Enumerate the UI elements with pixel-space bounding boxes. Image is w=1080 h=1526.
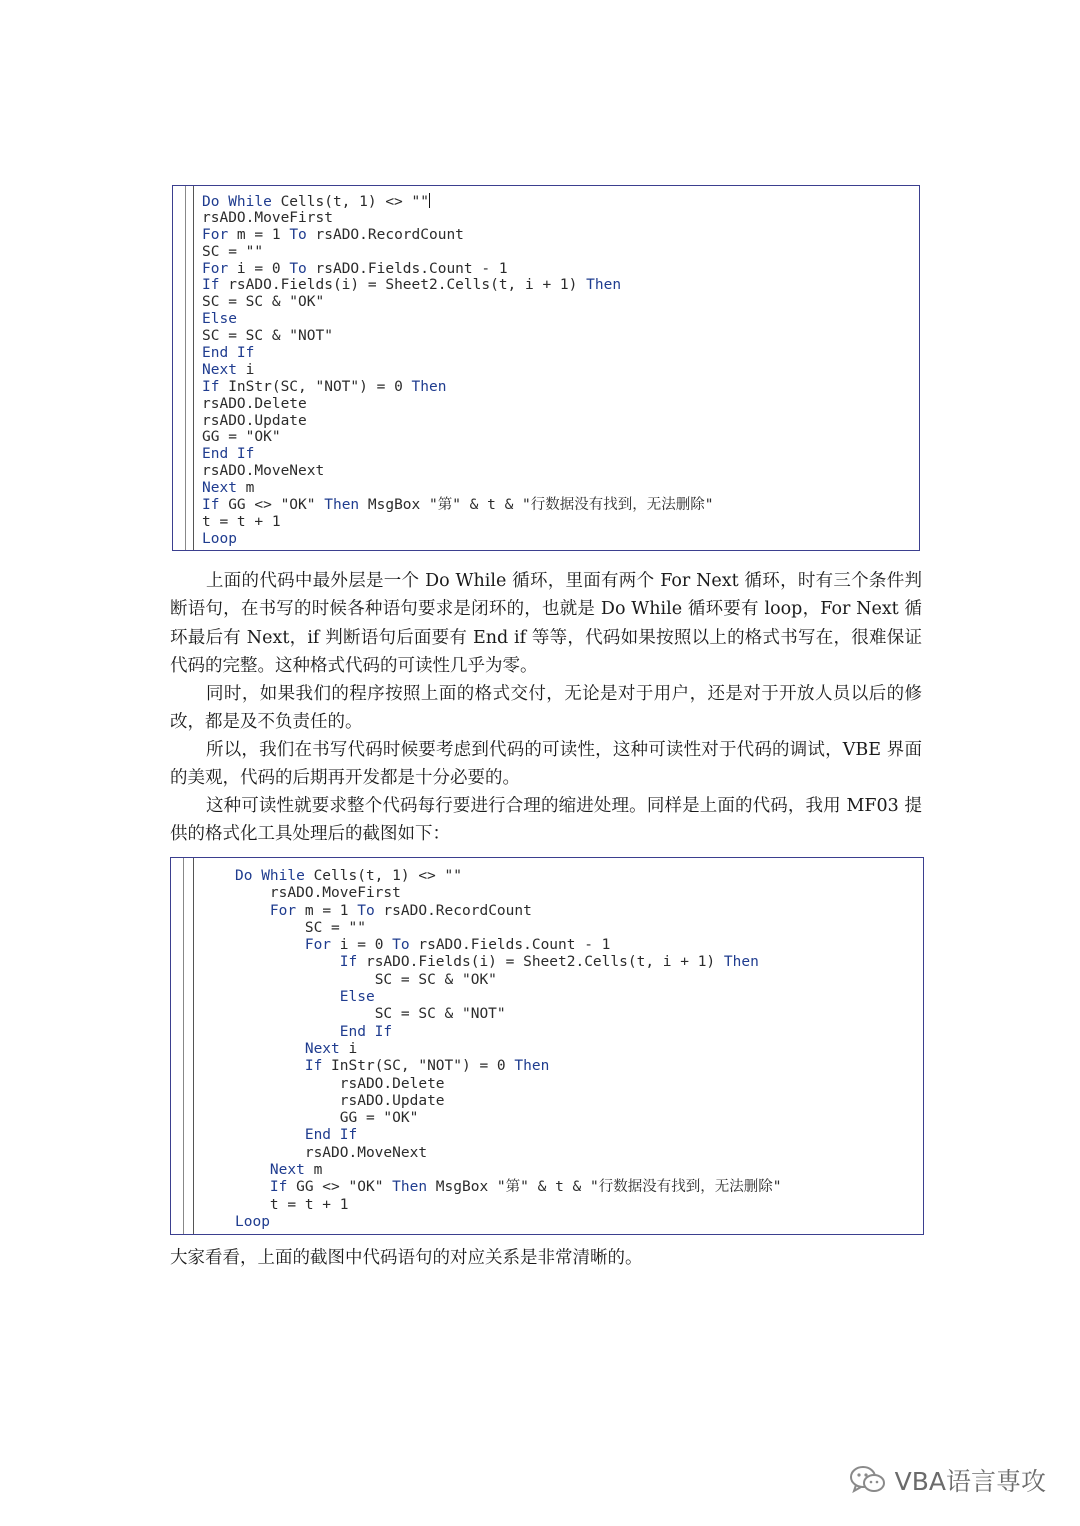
text-cursor bbox=[429, 193, 430, 208]
code-token: SC = "" bbox=[202, 243, 264, 260]
code-line bbox=[235, 989, 781, 1006]
code-line bbox=[202, 497, 714, 514]
code-line bbox=[235, 1145, 781, 1162]
code-keyword: To bbox=[289, 226, 307, 243]
code-token: rsADO.Fields.Count - 1 bbox=[306, 260, 508, 277]
code-keyword: End If bbox=[304, 1127, 358, 1144]
code-token: i bbox=[236, 361, 255, 378]
code-line bbox=[202, 480, 714, 497]
code-line bbox=[202, 531, 714, 548]
code-token: m = 1 bbox=[228, 226, 290, 243]
code-keyword: Else bbox=[339, 989, 375, 1006]
code-line bbox=[202, 277, 714, 294]
code-keyword: To bbox=[357, 902, 375, 919]
code-token: InStr(SC, "NOT") = 0 bbox=[219, 378, 412, 395]
code-token: rsADO.Update bbox=[339, 1092, 445, 1109]
code-line bbox=[202, 514, 714, 531]
code-line bbox=[202, 261, 714, 278]
code-line bbox=[202, 227, 714, 244]
code-line bbox=[202, 446, 714, 463]
code-keyword: Loop bbox=[235, 1213, 270, 1230]
code-gutter bbox=[171, 858, 194, 1234]
code-token: m bbox=[236, 480, 255, 497]
code-line bbox=[202, 328, 714, 345]
paragraph: 这种可读性就要求整个代码每行要进行合理的缩进处理。同样是上面的代码，我用 MF03 提供的格式化工具处理后的截图如下： bbox=[170, 796, 922, 845]
paragraph: 同时，如果我们的程序按照上面的格式交付，无论是对于用户，还是对于开放人员以后的修改，都是及不负责任的。 bbox=[170, 684, 922, 733]
code-line bbox=[202, 362, 714, 379]
code-line bbox=[202, 345, 714, 362]
code-token: GG = "OK" bbox=[202, 429, 281, 446]
code-keyword: If bbox=[269, 1179, 288, 1196]
code-line bbox=[235, 1041, 781, 1058]
code-line bbox=[202, 413, 714, 430]
code-keyword: Next bbox=[202, 361, 237, 378]
paragraph: 所以，我们在书写代码时候要考虑到代码的可读性，这种可读性对于代码的调试，VBE 界面的美观，代码的后期再开发都是十分必要的。 bbox=[170, 740, 922, 789]
code-line bbox=[202, 210, 714, 227]
code-token: SC = SC & "NOT" bbox=[202, 328, 333, 345]
code-line bbox=[202, 379, 714, 396]
code-keyword: To bbox=[392, 937, 410, 954]
code-line bbox=[202, 396, 714, 413]
code-token: i = 0 bbox=[228, 260, 290, 277]
code-token: MsgBox "第" & t & "行数据没有找到，无法删除" bbox=[359, 497, 714, 514]
code-line bbox=[202, 294, 714, 311]
code-keyword: Do While bbox=[235, 868, 305, 884]
code-keyword: Then bbox=[586, 277, 622, 294]
code-line bbox=[202, 193, 714, 210]
code-token: t = t + 1 bbox=[202, 513, 281, 530]
watermark-text: VBA语言専攻 bbox=[894, 1467, 1046, 1496]
code-keyword: To bbox=[289, 260, 307, 277]
code-line bbox=[235, 1127, 781, 1144]
code-token: t = t + 1 bbox=[269, 1196, 349, 1213]
code-token: rsADO.Fields(i) = Sheet2.Cells(t, i + 1) bbox=[357, 954, 724, 971]
code-token: rsADO.MoveNext bbox=[202, 463, 325, 480]
code-token: SC = SC & "NOT" bbox=[374, 1006, 506, 1023]
code-token: rsADO.Delete bbox=[339, 1075, 445, 1092]
code-keyword: If bbox=[202, 378, 220, 395]
code-token: rsADO.MoveNext bbox=[304, 1144, 428, 1161]
code-keyword: Next bbox=[304, 1040, 340, 1057]
code-line bbox=[235, 1058, 781, 1075]
code-keyword: If bbox=[202, 497, 220, 514]
code-token: rsADO.Delete bbox=[202, 395, 307, 412]
code-line bbox=[235, 1024, 781, 1041]
code-keyword: Then bbox=[723, 954, 759, 971]
code-keyword: For bbox=[202, 226, 229, 243]
code-keyword: Then bbox=[411, 378, 447, 395]
code-line bbox=[235, 1179, 781, 1196]
code-keyword: Next bbox=[269, 1162, 305, 1179]
code-block-unformatted bbox=[172, 185, 920, 551]
code-line bbox=[235, 885, 781, 902]
code-line bbox=[202, 311, 714, 328]
code-keyword: End If bbox=[339, 1023, 393, 1040]
code-line bbox=[235, 1162, 781, 1179]
code-keyword: If bbox=[202, 277, 220, 294]
code-token: rsADO.Fields.Count - 1 bbox=[409, 937, 611, 954]
watermark bbox=[849, 1460, 1046, 1500]
caption: 大家看看，上面的截图中代码语句的对应关系是非常清晰的。 bbox=[170, 1248, 643, 1268]
wechat-icon bbox=[849, 1464, 887, 1496]
code-keyword: Then bbox=[392, 1179, 428, 1196]
code-token: GG <> "OK" bbox=[219, 497, 325, 514]
paragraph: 上面的代码中最外层是一个 Do While 循环，里面有两个 For Next 循环，时有三个条件判断语句，在书写的时候各种语句要求是闭环的，也就是 Do While 循环要有 loop，For Next 循环最后有 Next，if 判断语句后面要有 End if 等等，代码如果按照以上的格式书写在，很难保证代码的完整。这种格式代码的可读性几乎为零。 bbox=[170, 571, 922, 676]
code-token: GG = "OK" bbox=[339, 1110, 419, 1127]
code-line bbox=[235, 903, 781, 920]
code-token: rsADO.RecordCount bbox=[374, 902, 532, 919]
code-line bbox=[235, 868, 781, 885]
code-token: SC = SC & "OK" bbox=[374, 971, 497, 988]
code-keyword: Next bbox=[202, 480, 237, 497]
code-token: InStr(SC, "NOT") = 0 bbox=[322, 1058, 515, 1075]
code-keyword: Do While bbox=[202, 194, 272, 210]
code-token: Cells(t, 1) <> "" bbox=[271, 194, 429, 210]
code-keyword: If bbox=[304, 1058, 323, 1075]
code-token: SC = SC & "OK" bbox=[202, 294, 325, 311]
code-line bbox=[235, 1093, 781, 1110]
code-token: m bbox=[304, 1162, 323, 1179]
code-keyword: Else bbox=[202, 311, 237, 328]
code-line bbox=[235, 1076, 781, 1093]
code-keyword: If bbox=[339, 954, 358, 971]
code-line bbox=[235, 972, 781, 989]
code-line bbox=[235, 1214, 781, 1231]
code-line bbox=[235, 1197, 781, 1214]
code-token: SC = "" bbox=[304, 919, 366, 936]
code-token: GG <> "OK" bbox=[287, 1179, 393, 1196]
code-keyword: Then bbox=[514, 1058, 550, 1075]
code-line bbox=[235, 937, 781, 954]
code-text bbox=[235, 868, 781, 1231]
code-token: i = 0 bbox=[331, 937, 393, 954]
code-line bbox=[202, 463, 714, 480]
code-keyword: For bbox=[269, 902, 297, 919]
code-line bbox=[202, 429, 714, 446]
code-token: rsADO.MoveFirst bbox=[269, 885, 401, 902]
code-keyword: Loop bbox=[202, 530, 237, 547]
code-keyword: For bbox=[202, 260, 229, 277]
code-keyword: For bbox=[304, 937, 332, 954]
code-token: rsADO.Update bbox=[202, 412, 307, 429]
code-token: m = 1 bbox=[296, 902, 358, 919]
code-line bbox=[235, 1110, 781, 1127]
code-keyword: End If bbox=[202, 345, 255, 362]
code-gutter bbox=[173, 186, 194, 550]
code-line bbox=[235, 920, 781, 937]
code-token: MsgBox "第" & t & "行数据没有找到，无法删除" bbox=[427, 1179, 782, 1196]
code-line bbox=[235, 954, 781, 971]
code-token: rsADO.RecordCount bbox=[306, 226, 464, 243]
code-block-formatted bbox=[170, 857, 924, 1235]
code-line bbox=[202, 244, 714, 261]
code-token: i bbox=[339, 1040, 358, 1057]
code-token: Cells(t, 1) <> "" bbox=[304, 868, 462, 884]
code-text bbox=[202, 193, 714, 548]
code-token: rsADO.Fields(i) = Sheet2.Cells(t, i + 1) bbox=[219, 277, 587, 294]
code-keyword: End If bbox=[202, 446, 255, 463]
code-line bbox=[235, 1006, 781, 1023]
code-keyword: Then bbox=[324, 497, 360, 514]
code-token: rsADO.MoveFirst bbox=[202, 209, 333, 226]
